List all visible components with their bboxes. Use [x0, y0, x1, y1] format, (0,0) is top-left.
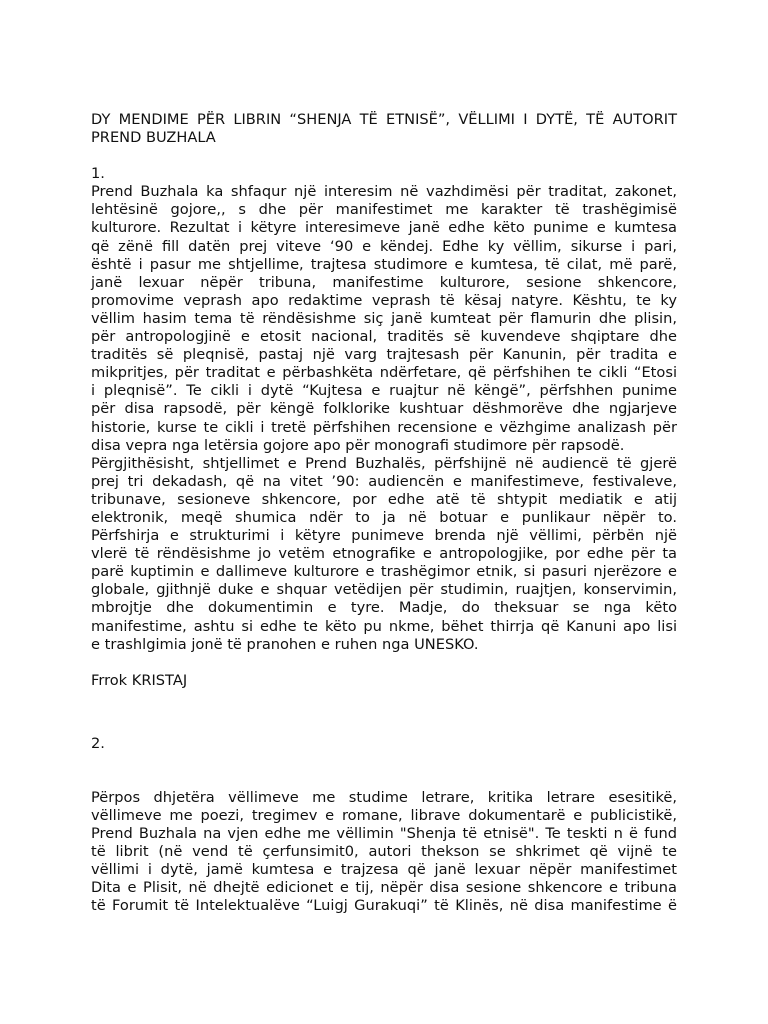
text-line: elektronik, meqë shumica ndër to ja në botuar e punlikaur nëpër to. [91, 508, 677, 526]
text-line: kulturore. Rezultat i këtyre interesimeve janë edhe këto punime e kumtesa [91, 219, 677, 237]
text-line: janë lexuar nëpër tribuna, manifestime kulturore, sesione shkencore, [91, 273, 677, 291]
text-line: prej tri dekadash, që na vitet ’90: audiencën e manifestimeve, festivaleve, [91, 472, 677, 490]
text-line: e trashlgimia jonë të pranohen e ruhen nga UNESKO. [91, 635, 479, 653]
text-line: mikpritjes, për traditat e përbashkëta ndërfetare, që përfshihen te cikli “Etosi [91, 364, 677, 382]
section-number-2: 2. [91, 734, 105, 752]
document-body [91, 111, 677, 916]
text-line: vëllimeve me poezi, tregimev e romane, librave dokumentarë e publicistikë, [91, 807, 677, 824]
section1-paragraph-1 [91, 183, 677, 454]
section2-paragraph-1 [91, 789, 677, 916]
text-line: disa vepra nga letërsia gojore apo për monografi studimore për rapsodë. [91, 436, 625, 454]
text-line: për antropologjinë e etosit nacional, traditës së kuvendeve shqiptare dhe [91, 328, 677, 346]
text-line: manifestime, ashtu si edhe te këto pu nkme, bëhet thirrja që Kanuni apo lisi [91, 617, 677, 635]
text-line: tribunave, sesioneve shkencore, por edhe atë të shtypit mediatik e atij [91, 490, 677, 508]
text-line: Prend Buzhala na vjen edhe me vëllimin "Shenja të etnisë". Te teskti n ë fund [91, 825, 677, 843]
text-line: mbrojtje dhe dokumentimin e tyre. Madje, do theksuar se nga këto [91, 599, 677, 617]
text-line: vlerë të rëndësishme jo vetëm etnografike e antropologjike, por edhe për ta [91, 545, 677, 563]
text-line: Prend Buzhala ka shfaqur një interesim në vazhdimësi për traditat, zakonet, [91, 183, 677, 201]
text-line: vëllim hasim tema të rëndësishme siç janë kumteat për flamurin dhe plisin, [91, 309, 677, 327]
title-line: PREND BUZHALA [91, 129, 216, 147]
text-line: traditës së pleqnisë, pastaj një varg trajtesash për Kanunin, për tradita e [91, 346, 677, 364]
text-line: Përgjithësisht, shtjellimet e Prend Buzhalës, përfshijnë në audiencë të gjerë [91, 454, 677, 472]
text-line: Dita e Plisit, në dhejtë edicionet e tij, nëpër disa sesione shkencore e tribuna [91, 879, 677, 897]
title-line: DY MENDIME PËR LIBRIN “SHENJA TË ETNISË”, VËLLIMI I DYTË, TË AUTORIT [91, 111, 677, 128]
text-line: Përpos dhjetëra vëllimeve me studime letrare, kritika letrare esesitikë, [91, 788, 677, 806]
section1-paragraph-2 [91, 455, 677, 654]
text-line: lehtësinë gojore,, s dhe për manifestimet me karakter të trashëgimisë [91, 201, 677, 219]
text-line: të Forumit të Intelektualëve “Luigj Gurakuqi” të Klinës, në disa manifestime ë [91, 897, 677, 915]
document-title [91, 111, 677, 147]
text-line: vëllimi i dytë, jamë kumtesa e trajzesa që janë lexuar nëpër manifestimet [91, 861, 677, 879]
text-line: është i pasur me shtjellime, trajtesa studimore e kumtesa, të cilat, më parë, [91, 255, 677, 273]
text-line: i pleqnisë”. Te cikli i dytë “Kujtesa e ruajtur në këngë”, përfshhen punime [91, 382, 677, 400]
text-line: që zënë fill datën prej viteve ‘90 e këndej. Edhe ky vëllim, sikurse i pari, [91, 237, 677, 255]
section-number-1: 1. [91, 165, 105, 183]
text-line: globale, gjithnjë duke e shquar vetëdijen për studimin, ruajtjen, konservimin, [91, 581, 677, 599]
text-line: promovime veprash apo redaktime veprash të kësaj natyre. Kështu, te ky [91, 291, 677, 309]
text-line: historie, kurse te cikli i tretë përfshihen recensione e vëzhgime analizash për [91, 418, 677, 436]
text-line: Përfshirja e strukturimi i këtyre punimeve brenda një vëllimi, përbën një [91, 527, 677, 545]
author-signature: Frrok KRISTAJ [91, 671, 188, 689]
text-line: për disa rapsodë, për këngë folklorike kushtuar dëshmorëve dhe ngjarjeve [91, 400, 677, 418]
text-line: të librit (në vend të çerfunsimit0, autori thekson se shkrimet që vijnë te [91, 843, 677, 861]
text-line: parë kuptimin e dallimeve kulturore e trashëgimor etnik, si pasuri njerëzore e [91, 563, 677, 581]
